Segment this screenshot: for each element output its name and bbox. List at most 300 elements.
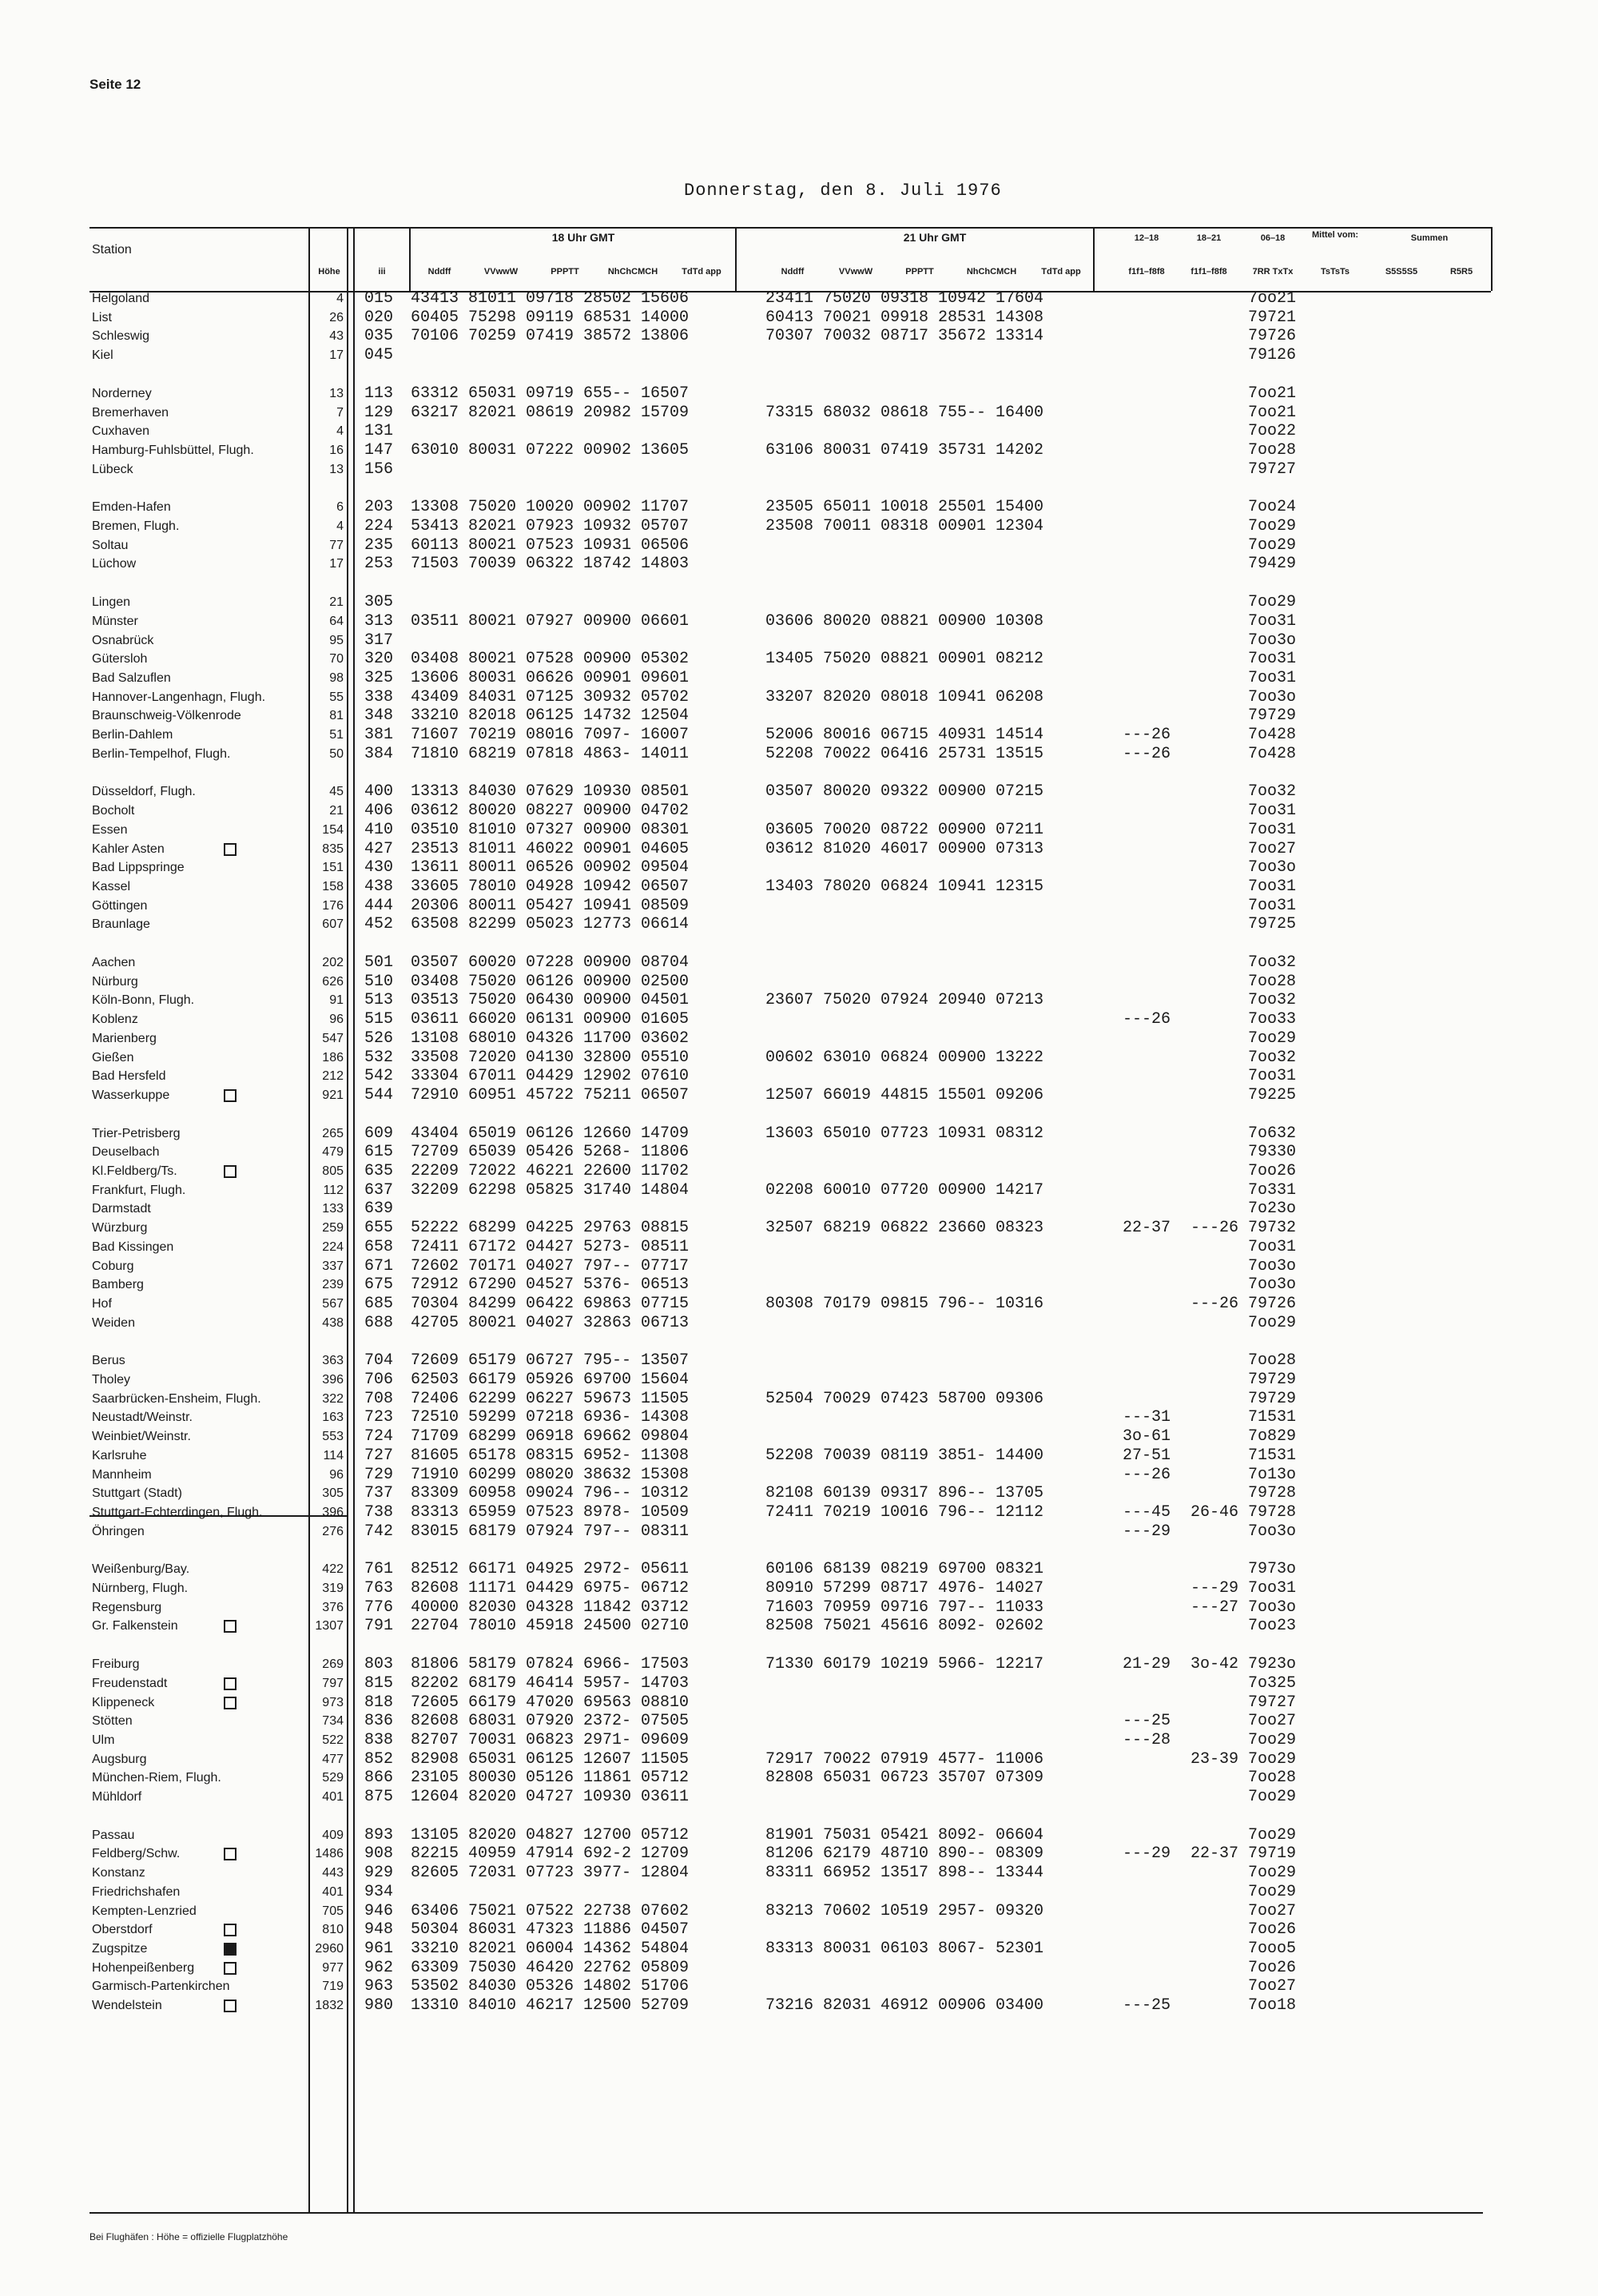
obs-18-groups: 13611 80011 06526 00902 09504: [411, 858, 690, 877]
header-18-nddff: Nddff: [427, 267, 451, 277]
header-period-06-18: 06–18: [1260, 233, 1286, 243]
station-height: 158: [322, 879, 344, 893]
station-height: 553: [322, 1430, 344, 1444]
station-iii: 510: [364, 972, 394, 991]
obs-18-groups: 63508 82299 05023 12773 06614: [411, 915, 690, 934]
station-row: [0, 1351, 1598, 1370]
station-iii: 430: [364, 858, 394, 877]
station-height: 805: [322, 1164, 344, 1178]
obs-18-groups: 22209 72022 46221 22600 11702: [411, 1162, 690, 1180]
station-row: [0, 1200, 1598, 1218]
station-height: 151: [322, 861, 344, 875]
extra-12-18: ---45: [1123, 1502, 1171, 1522]
header-summen: Summen: [1410, 233, 1449, 243]
station-height: 154: [322, 822, 344, 837]
extra-06-18: 7oo31: [1248, 668, 1297, 687]
obs-18-groups: 33304 67011 04429 12902 07610: [411, 1067, 690, 1086]
extra-06-18: 7oo29: [1248, 1788, 1297, 1806]
station-row: [0, 1446, 1598, 1465]
extra-06-18: 7oo31: [1248, 802, 1297, 821]
station-iii: 015: [364, 289, 394, 308]
obs-21-groups: 03606 80020 08821 00900 10308: [765, 611, 1044, 631]
station-height: 977: [322, 1960, 344, 1975]
station-height: 4: [336, 424, 344, 439]
station-row: [0, 1314, 1598, 1332]
extra-06-18: 7oo3o: [1248, 1598, 1297, 1617]
station-name: Münster: [92, 614, 138, 628]
obs-18-groups: 71810 68219 07818 4863- 14011: [411, 744, 690, 763]
station-height: 276: [322, 1524, 344, 1538]
station-name: Bamberg: [92, 1278, 144, 1292]
obs-21-groups: 73216 82031 46912 00906 03400: [765, 1996, 1044, 2015]
extra-06-18: 7o23o: [1248, 1200, 1297, 1219]
header-18-clouds: NhChCMCH: [607, 267, 658, 277]
extra-12-18: ---26: [1123, 744, 1171, 763]
station-iii: 253: [364, 555, 394, 574]
station-iii: 704: [364, 1351, 394, 1371]
header-21-gmt: 21 Uhr GMT: [903, 231, 967, 244]
station-iii: 724: [364, 1427, 394, 1446]
extra-06-18: 7oo28: [1248, 972, 1297, 991]
obs-21-groups: 32507 68219 06822 23660 08323: [765, 1219, 1044, 1238]
extra-12-18: ---26: [1123, 1465, 1171, 1484]
station-row: [0, 1390, 1598, 1408]
obs-18-groups: 60113 80021 07523 10931 06506: [411, 535, 690, 555]
extra-06-18: 7oo29: [1248, 1825, 1297, 1844]
extra-12-18: ---31: [1123, 1408, 1171, 1427]
station-row: [0, 877, 1598, 896]
station-row: [0, 953, 1598, 972]
station-height: 4: [336, 292, 344, 305]
obs-21-groups: 03507 80020 09322 00900 07215: [765, 782, 1044, 802]
station-iii: 761: [364, 1560, 394, 1579]
station-iii: 671: [364, 1256, 394, 1275]
station-height: 64: [329, 614, 344, 628]
obs-18-groups: 13105 82020 04827 12700 05712: [411, 1825, 690, 1844]
obs-18-groups: 72510 59299 07218 6936- 14308: [411, 1408, 690, 1427]
extra-06-18: 7o428: [1248, 744, 1297, 763]
station-iii: 147: [364, 440, 394, 460]
station-iii: 410: [364, 820, 394, 839]
station-iii: 129: [364, 403, 394, 422]
mountain-station-box-icon: [224, 1620, 237, 1633]
extra-06-18: 7oo32: [1248, 991, 1297, 1010]
station-row: [0, 782, 1598, 801]
mountain-station-box-icon: [224, 2000, 237, 2012]
station-row: [0, 1484, 1598, 1502]
extra-06-18: 79727: [1248, 460, 1297, 479]
station-iii: 908: [364, 1844, 394, 1864]
station-iii: 113: [364, 384, 394, 403]
extra-06-18: 7oo31: [1248, 650, 1297, 669]
station-height: 921: [322, 1088, 344, 1102]
station-height: 95: [329, 633, 344, 647]
extra-06-18: 7oo3o: [1248, 631, 1297, 650]
station-iii: 655: [364, 1219, 394, 1238]
station-row: [0, 1826, 1598, 1844]
station-name: Garmisch-Partenkirchen: [92, 1980, 230, 1994]
obs-18-groups: 81605 65178 08315 6952- 11308: [411, 1446, 690, 1465]
station-name: Feldberg/Schw.: [92, 1847, 181, 1861]
extra-12-18: ---26: [1123, 726, 1171, 744]
station-height: 705: [322, 1904, 344, 1918]
header-period-18-21: 18–21: [1196, 233, 1222, 243]
station-name: Emden-Hafen: [92, 500, 171, 515]
station-name: Düsseldorf, Flugh.: [92, 785, 196, 799]
extra-06-18: 7oo33: [1248, 1010, 1297, 1029]
header-mittel: Mittel vom:: [1311, 230, 1359, 240]
station-name: Trier-Petrisberg: [92, 1126, 181, 1140]
station-height: 16: [329, 443, 344, 457]
extra-06-18: 7oo29: [1248, 535, 1297, 555]
obs-18-groups: 22704 78010 45918 24500 02710: [411, 1617, 690, 1636]
obs-18-groups: 43413 81011 09718 28502 15606: [411, 289, 690, 308]
obs-18-groups: 83313 65959 07523 8978- 10509: [411, 1502, 690, 1522]
station-iii: 235: [364, 535, 394, 555]
station-name: Coburg: [92, 1259, 134, 1273]
obs-18-groups: 72406 62299 06227 59673 11505: [411, 1389, 690, 1408]
extra-06-18: 7oo28: [1248, 1769, 1297, 1788]
obs-18-groups: 72609 65179 06727 795-- 13507: [411, 1351, 690, 1371]
station-height: 265: [322, 1126, 344, 1140]
extra-06-18: 7o325: [1248, 1673, 1297, 1693]
station-height: 13: [329, 462, 344, 476]
station-height: 438: [322, 1315, 344, 1330]
station-iii: 962: [364, 1958, 394, 1977]
obs-21-groups: 81206 62179 48710 890-- 08309: [765, 1844, 1044, 1864]
obs-21-groups: 03612 81020 46017 00900 07313: [765, 839, 1044, 858]
obs-18-groups: 72912 67290 04527 5376- 06513: [411, 1275, 690, 1295]
extra-18-21: 23-39: [1191, 1749, 1239, 1769]
station-name: Bremen, Flugh.: [92, 519, 180, 533]
obs-18-groups: 53502 84030 05326 14802 51706: [411, 1977, 690, 1996]
station-row: [0, 1788, 1598, 1806]
station-height: 734: [322, 1714, 344, 1729]
station-height: 522: [322, 1733, 344, 1747]
station-height: 51: [329, 728, 344, 742]
station-row: [0, 991, 1598, 1009]
obs-21-groups: 23411 75020 09318 10942 17604: [765, 289, 1044, 308]
obs-21-groups: 63106 80031 07419 35731 14202: [765, 440, 1044, 460]
station-name: München-Riem, Flugh.: [92, 1771, 221, 1785]
station-name: Köln-Bonn, Flugh.: [92, 993, 195, 1008]
station-height: 70: [329, 652, 344, 667]
obs-18-groups: 72910 60951 45722 75211 06507: [411, 1085, 690, 1104]
station-name: Bad Salzuflen: [92, 670, 171, 685]
station-row: [0, 973, 1598, 991]
obs-18-groups: 03507 60020 07228 00900 08704: [411, 953, 690, 972]
extra-06-18: 79727: [1248, 1693, 1297, 1712]
obs-18-groups: 42705 80021 04027 32863 06713: [411, 1313, 690, 1332]
station-name: Klippeneck: [92, 1695, 155, 1709]
station-name: Weinbiet/Weinstr.: [92, 1430, 191, 1444]
extra-06-18: 7oo3o: [1248, 1256, 1297, 1275]
station-iii: 131: [364, 422, 394, 441]
extra-18-21: ---26: [1191, 1219, 1239, 1238]
obs-21-groups: 80308 70179 09815 796-- 10316: [765, 1294, 1044, 1313]
station-row: [0, 1067, 1598, 1085]
station-height: 1307: [315, 1619, 344, 1633]
station-height: 2960: [315, 1941, 344, 1956]
station-name: Kl.Feldberg/Ts.: [92, 1164, 177, 1178]
obs-18-groups: 71503 70039 06322 18742 14803: [411, 555, 690, 574]
extra-06-18: 7oo31: [1248, 1237, 1297, 1256]
station-name: List: [92, 310, 112, 324]
station-row: [0, 1049, 1598, 1067]
header-period-12-18: 12–18: [1134, 233, 1159, 243]
station-name: Wendelstein: [92, 1999, 162, 2012]
extra-06-18: 7o13o: [1248, 1465, 1297, 1484]
station-height: 529: [322, 1771, 344, 1785]
station-height: 1832: [315, 1999, 344, 2012]
extra-06-18: 7oo27: [1248, 1712, 1297, 1731]
station-row: [0, 517, 1598, 535]
extra-06-18: 7oo18: [1248, 1996, 1297, 2015]
station-name: Öhringen: [92, 1524, 145, 1538]
obs-18-groups: 70106 70259 07419 38572 13806: [411, 327, 690, 346]
extra-06-18: 7oo3o: [1248, 858, 1297, 877]
extra-06-18: 7oo29: [1248, 1313, 1297, 1332]
station-height: 112: [323, 1183, 344, 1197]
header-iii: iii: [378, 267, 386, 277]
obs-21-groups: 13405 75020 08821 00901 08212: [765, 650, 1044, 669]
station-name: Karlsruhe: [92, 1448, 147, 1462]
station-name: Kassel: [92, 879, 131, 893]
obs-18-groups: 13308 75020 10020 00902 11707: [411, 498, 690, 517]
obs-21-groups: 02208 60010 07720 00900 14217: [765, 1180, 1044, 1200]
station-name: Bad Lippspringe: [92, 861, 185, 875]
station-iii: 838: [364, 1730, 394, 1749]
station-row: [0, 1124, 1598, 1143]
station-iii: 893: [364, 1825, 394, 1844]
station-row: [0, 441, 1598, 460]
extra-06-18: 79732: [1248, 1219, 1297, 1238]
station-height: 7: [336, 405, 344, 420]
station-iii: 427: [364, 839, 394, 858]
extra-06-18: 7oo28: [1248, 1351, 1297, 1371]
station-row: [0, 1086, 1598, 1104]
station-iii: 526: [364, 1029, 394, 1048]
obs-18-groups: 71607 70219 08016 7097- 16007: [411, 726, 690, 744]
header-sub-r5: R5R5: [1449, 267, 1473, 277]
station-iii: 875: [364, 1788, 394, 1806]
station-iii: 803: [364, 1655, 394, 1674]
station-row: [0, 1655, 1598, 1673]
obs18-right-rule: [735, 227, 737, 291]
station-height: 81: [329, 709, 344, 723]
obs-18-groups: 83309 60958 09024 796-- 10312: [411, 1484, 690, 1503]
extra-18-21: ---29: [1191, 1579, 1239, 1598]
obs-18-groups: 81806 58179 07824 6966- 17503: [411, 1655, 690, 1674]
extra-06-18: 7oo26: [1248, 1958, 1297, 1977]
obs-18-groups: 43404 65019 06126 12660 14709: [411, 1124, 690, 1143]
station-name: Weißenburg/Bay.: [92, 1562, 190, 1577]
extra-06-18: 79728: [1248, 1502, 1297, 1522]
extra-12-18: ---25: [1123, 1996, 1171, 2015]
obs-18-groups: 62503 66179 05926 69700 15604: [411, 1371, 690, 1389]
station-name: Wasserkuppe: [92, 1088, 170, 1102]
extra-06-18: 79726: [1248, 327, 1297, 346]
mountain-station-box-icon: [224, 1962, 237, 1975]
station-height: 1486: [315, 1847, 344, 1861]
extra-06-18: 7oo29: [1248, 1749, 1297, 1769]
station-row: [0, 555, 1598, 573]
station-height: 91: [329, 993, 344, 1008]
station-row: [0, 1844, 1598, 1863]
extra-06-18: 7oo29: [1248, 1029, 1297, 1048]
station-name: Kahler Asten: [92, 842, 165, 856]
station-row: [0, 1996, 1598, 2015]
extra-06-18: 79126: [1248, 346, 1297, 365]
obs-21-groups: 23607 75020 07924 20940 07213: [765, 991, 1044, 1010]
obs-18-groups: 50304 86031 47323 11886 04507: [411, 1920, 690, 1940]
station-name: Tholey: [92, 1373, 131, 1387]
mountain-station-box-icon: [224, 1165, 237, 1178]
extra-06-18: 7oo29: [1248, 1882, 1297, 1901]
extra-18-21: ---27: [1191, 1598, 1239, 1617]
header-sub-rr: 7RR TxTx: [1252, 267, 1294, 277]
station-name: Zugspitze: [92, 1941, 148, 1956]
extra-06-18: 71531: [1248, 1446, 1297, 1465]
station-row: [0, 327, 1598, 345]
extra-06-18: 7oo23: [1248, 1617, 1297, 1636]
obs-18-groups: 63217 82021 08619 20982 15709: [411, 403, 690, 422]
station-name: Aachen: [92, 956, 136, 969]
obs-18-groups: 82608 11171 04429 6975- 06712: [411, 1579, 690, 1598]
obs-18-groups: 82202 68179 46414 5957- 14703: [411, 1673, 690, 1693]
extra-06-18: 79719: [1248, 1844, 1297, 1864]
station-row: [0, 1029, 1598, 1048]
station-iii: 542: [364, 1067, 394, 1086]
station-iii: 635: [364, 1162, 394, 1180]
station-name: Berlin-Dahlem: [92, 728, 173, 742]
header-station: Station: [92, 243, 132, 257]
station-iii: 381: [364, 726, 394, 744]
station-iii: 852: [364, 1749, 394, 1769]
station-row: [0, 1219, 1598, 1237]
extra-18-21: 26-46: [1191, 1502, 1239, 1522]
extra-06-18: 7oo21: [1248, 403, 1297, 422]
obs-18-groups: 03513 75020 06430 00900 04501: [411, 991, 690, 1010]
station-iii: 544: [364, 1085, 394, 1104]
extra-06-18: 79729: [1248, 706, 1297, 726]
station-row: [0, 1750, 1598, 1769]
obs-21-groups: 81901 75031 05421 8092- 06604: [765, 1825, 1044, 1844]
station-row: [0, 308, 1598, 327]
station-name: Norderney: [92, 386, 152, 400]
extra-06-18: 79330: [1248, 1143, 1297, 1162]
obs-18-groups: 13313 84030 07629 10930 08501: [411, 782, 690, 802]
station-height: 443: [322, 1866, 344, 1880]
station-iii: 706: [364, 1371, 394, 1389]
station-row: [0, 1181, 1598, 1200]
obs-21-groups: 70307 70032 08717 35672 13314: [765, 327, 1044, 346]
extra-06-18: 7oo31: [1248, 877, 1297, 896]
station-iii: 948: [364, 1920, 394, 1940]
obs-21-groups: 72917 70022 07919 4577- 11006: [765, 1749, 1044, 1769]
station-height: 13: [329, 386, 344, 400]
station-iii: 532: [364, 1048, 394, 1067]
obs-18-groups: 03611 66020 06131 00900 01605: [411, 1010, 690, 1029]
header-18-ppptt: PPPTT: [551, 267, 579, 277]
station-height: 96: [329, 1013, 344, 1027]
station-row: [0, 1427, 1598, 1446]
station-row: [0, 631, 1598, 650]
station-row: [0, 1864, 1598, 1882]
station-name: Soltau: [92, 538, 129, 552]
station-name: Stötten: [92, 1714, 133, 1729]
station-name: Hannover-Langenhagn, Flugh.: [92, 690, 266, 704]
station-name: Frankfurt, Flugh.: [92, 1183, 186, 1197]
station-name: Lingen: [92, 595, 131, 610]
mountain-station-box-icon: [224, 843, 237, 856]
obs-21-groups: 12507 66019 44815 15501 09206: [765, 1085, 1044, 1104]
station-iii: 615: [364, 1143, 394, 1162]
header-sub-f-18-21: f1f1–f8f8: [1191, 267, 1227, 277]
station-height: 835: [322, 842, 344, 856]
obs-21-groups: 82808 65031 06723 35707 07309: [765, 1769, 1044, 1788]
station-iii: 406: [364, 802, 394, 821]
station-name: Lübeck: [92, 462, 133, 476]
station-iii: 836: [364, 1712, 394, 1731]
obs-21-groups: 82508 75021 45616 8092- 02602: [765, 1617, 1044, 1636]
station-row: [0, 1238, 1598, 1256]
header-21-ppptt: PPPTT: [905, 267, 934, 277]
station-name: Braunlage: [92, 917, 150, 932]
station-iii: 963: [364, 1977, 394, 1996]
station-height: 96: [329, 1467, 344, 1482]
extra-06-18: 79728: [1248, 1484, 1297, 1503]
extra-06-18: 7oo31: [1248, 611, 1297, 631]
obs-18-groups: 33508 72020 04130 32800 05510: [411, 1048, 690, 1067]
extra-06-18: 7oo29: [1248, 1730, 1297, 1749]
station-name: Oberstdorf: [92, 1923, 153, 1937]
station-name: Lüchow: [92, 557, 137, 571]
extra-12-18: ---29: [1123, 1522, 1171, 1541]
station-name: Schleswig: [92, 329, 150, 344]
table-bottom-rule: [89, 2212, 1483, 2214]
station-iii: 513: [364, 991, 394, 1010]
station-height: 186: [322, 1050, 344, 1064]
extra-06-18: 7oo3o: [1248, 1522, 1297, 1541]
station-iii: 035: [364, 327, 394, 346]
station-iii: 313: [364, 611, 394, 631]
station-name: Essen: [92, 822, 128, 837]
header-21-clouds: NhChCMCH: [966, 267, 1017, 277]
station-iii: 737: [364, 1484, 394, 1503]
obs-18-groups: 82512 66171 04925 2972- 05611: [411, 1560, 690, 1579]
obs-18-groups: 72605 66179 47020 69563 08810: [411, 1693, 690, 1712]
footnote: Bei Flughäfen : Höhe = offizielle Flugplatzhöhe: [89, 2231, 288, 2242]
page-number: Seite 12: [89, 77, 141, 92]
station-row: [0, 1295, 1598, 1313]
obs-18-groups: 03408 75020 06126 00900 02500: [411, 972, 690, 991]
station-name: Nürburg: [92, 974, 138, 989]
station-height: 396: [322, 1373, 344, 1387]
mountain-station-box-icon: [224, 1089, 237, 1102]
extra-18-21: 22-37: [1191, 1844, 1239, 1864]
station-iii: 400: [364, 782, 394, 802]
obs-18-groups: 60405 75298 09119 68531 14000: [411, 308, 690, 327]
station-height: 797: [322, 1676, 344, 1690]
station-height: 376: [322, 1600, 344, 1614]
extra-06-18: 7oo26: [1248, 1162, 1297, 1180]
station-name: Mannheim: [92, 1467, 152, 1482]
station-iii: 815: [364, 1673, 394, 1693]
extra-06-18: 7o829: [1248, 1427, 1297, 1446]
extra-06-18: 7oo31: [1248, 1579, 1297, 1598]
station-height: 269: [322, 1657, 344, 1672]
